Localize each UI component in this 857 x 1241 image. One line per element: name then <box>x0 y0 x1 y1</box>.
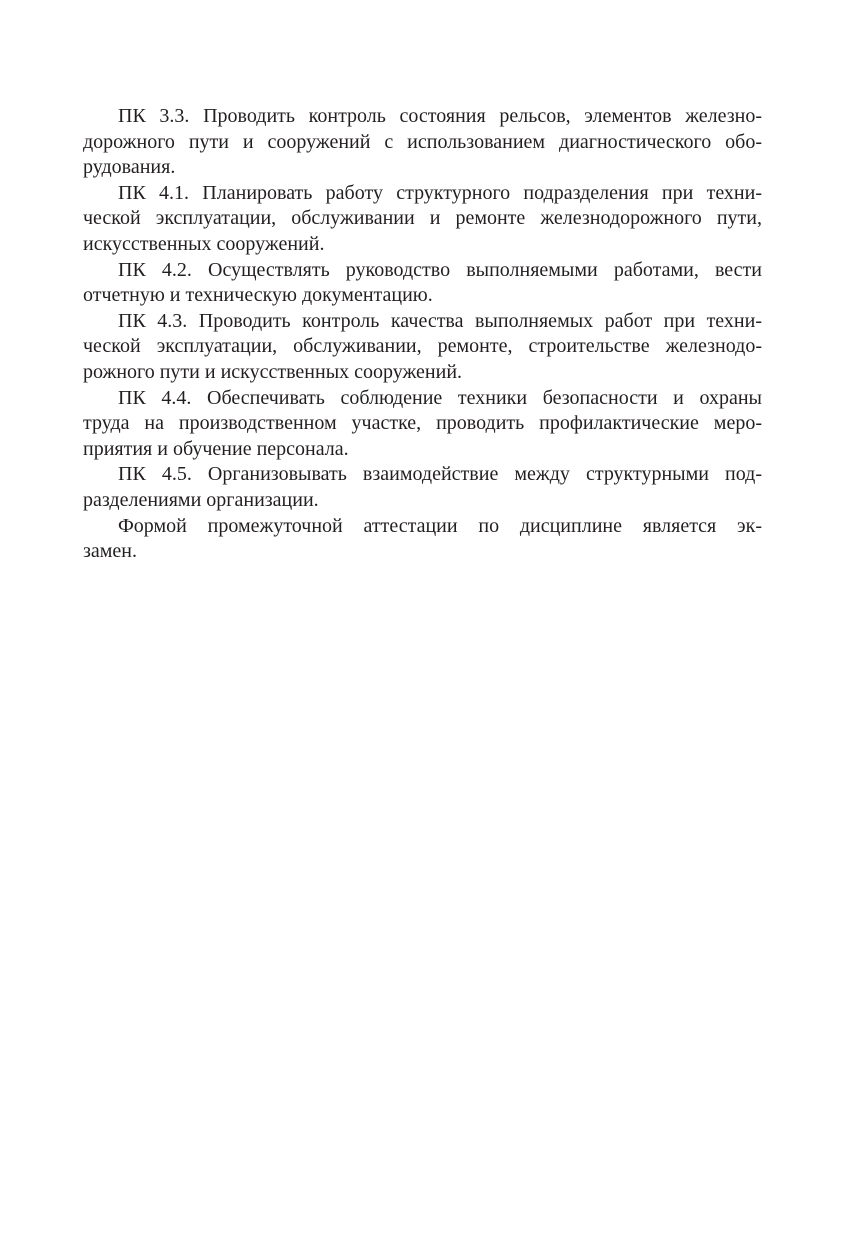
paragraph <box>83 514 762 565</box>
paragraph <box>83 104 762 181</box>
text-line: приятия и обучение персонала. <box>83 437 349 460</box>
text-line: рудования. <box>83 156 176 179</box>
text-line: Формой промежуточной аттестации по дисциплине является эк- <box>118 514 762 537</box>
paragraph <box>83 386 762 463</box>
text-line: ПК 4.2. Осуществлять руководство выполняемыми работами, вести <box>118 258 762 281</box>
text-line: отчетную и техническую документацию. <box>83 284 433 307</box>
text-line: ПК 4.1. Планировать работу структурного подразделения при техни- <box>118 181 762 204</box>
paragraph <box>83 258 762 309</box>
text-line: ПК 4.3. Проводить контроль качества выполняемых работ при техни- <box>118 309 762 332</box>
text-line: искусственных сооружений. <box>83 232 325 255</box>
paragraph <box>83 181 762 258</box>
text-line: ПК 3.3. Проводить контроль состояния рельсов, элементов железно- <box>118 105 762 127</box>
text-line: рожного пути и искусственных сооружений. <box>83 360 463 383</box>
text-line: разделениями организации. <box>83 488 319 511</box>
text-line: ПК 4.4. Обеспечивать соблюдение техники безопасности и охраны <box>118 386 762 409</box>
text-line: ПК 4.5. Организовывать взаимодействие между структурными под- <box>118 463 762 486</box>
paragraph <box>83 309 762 386</box>
text-line: дорожного пути и сооружений с использованием диагностического обо- <box>83 130 762 153</box>
text-line: ческой эксплуатации, обслуживании, ремонте, строительстве железнодо- <box>83 335 762 358</box>
text-line: труда на производственном участке, проводить профилактические меро- <box>83 412 762 435</box>
document-page <box>83 104 762 565</box>
text-line: замен. <box>83 540 138 563</box>
text-line: ческой эксплуатации, обслуживании и ремонте железнодорожного пути, <box>83 207 762 230</box>
paragraph <box>83 462 762 513</box>
